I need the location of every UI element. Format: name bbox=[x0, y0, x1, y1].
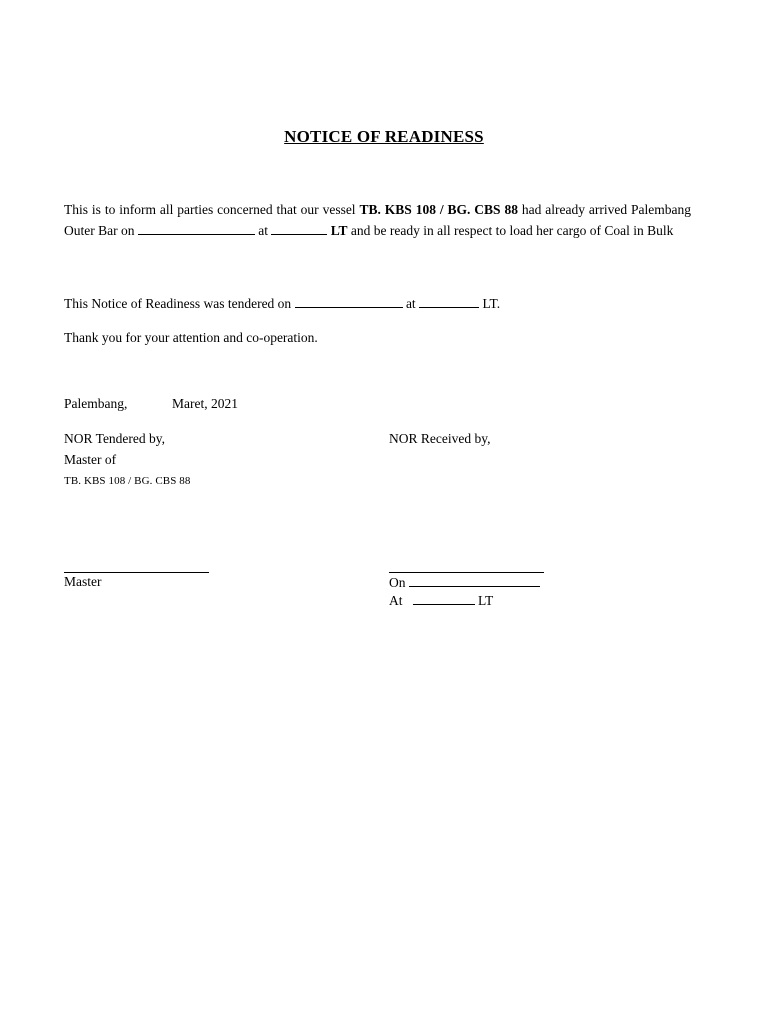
received-on-blank bbox=[409, 574, 540, 587]
tendered-lt: LT. bbox=[482, 296, 501, 311]
received-on-label: On bbox=[389, 575, 406, 590]
master-of-label: Master of bbox=[64, 452, 117, 467]
tendered-vessel-name: TB. KBS 108 / BG. CBS 88 bbox=[64, 475, 191, 487]
received-at-blank bbox=[413, 592, 475, 605]
arrival-location: had already arrived Palembang Outer Bar on bbox=[64, 202, 691, 238]
arrival-lt: LT bbox=[330, 223, 348, 238]
tendered-at-word: at bbox=[405, 296, 416, 311]
tendered-text: This Notice of Readiness was tendered on bbox=[64, 296, 292, 311]
receiver-signature-line bbox=[389, 572, 544, 573]
received-at-label: At bbox=[389, 593, 403, 608]
arrival-intro: This is to inform all parties concerned that our vessel bbox=[64, 202, 356, 217]
tendered-time-blank bbox=[419, 295, 479, 308]
received-lt: LT bbox=[478, 593, 494, 608]
paragraph-tendered bbox=[64, 293, 691, 314]
master-signature-line bbox=[64, 572, 209, 573]
received-at-row bbox=[389, 592, 493, 609]
arrival-time-blank bbox=[271, 222, 327, 235]
tendered-by-label: NOR Tendered by, bbox=[64, 431, 166, 446]
arrival-date-blank bbox=[138, 222, 255, 235]
date-label: Maret, 2021 bbox=[172, 396, 238, 411]
paragraph-thanks: Thank you for your attention and co-operation. bbox=[64, 330, 318, 345]
arrival-ending: and be ready in all respect to load her cargo of Coal in Bulk bbox=[350, 223, 674, 238]
received-on-row bbox=[389, 574, 540, 591]
master-signature-label: Master bbox=[64, 574, 102, 589]
place-label: Palembang, bbox=[64, 396, 128, 411]
received-by-label: NOR Received by, bbox=[389, 431, 491, 446]
arrival-at-word: at bbox=[258, 223, 268, 238]
vessel-name: TB. KBS 108 / BG. CBS 88 bbox=[359, 202, 518, 217]
paragraph-arrival bbox=[64, 199, 691, 241]
page-title: NOTICE OF READINESS bbox=[284, 127, 484, 146]
tendered-date-blank bbox=[295, 295, 403, 308]
